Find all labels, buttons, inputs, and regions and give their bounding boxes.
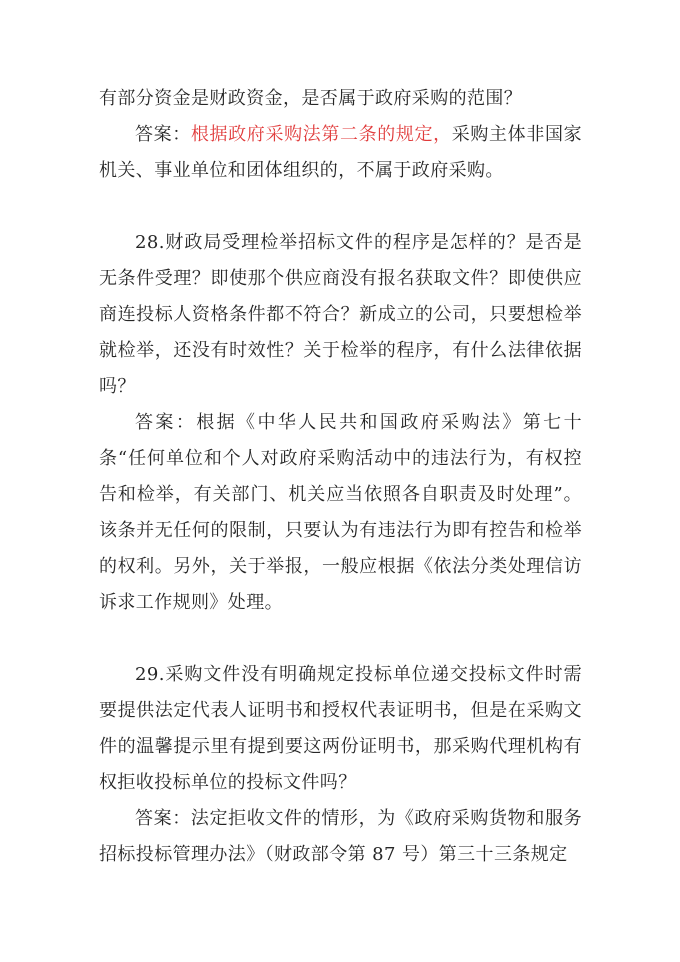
- answer-1-prefix: 答案：: [135, 124, 191, 145]
- para-answer-28: 答案：根据《中华人民共和国政府采购法》第七十条“任何单位和个人对政府采购活动中的违法行为，有权控告和检举，有关部门、机关应当依照各自职责及时处理”。该条并无任何的限制，只要认为有违法行为即有控告和检举的权利。另外，关于举报，一般应根据《依法分类处理信访诉求工作规则》处理。: [99, 412, 582, 613]
- red-highlight-text: 根据政府采购法第二条的规定，: [190, 124, 452, 145]
- para-question-28: 28.财政局受理检举招标文件的程序是怎样的？是否是无条件受理？即使那个供应商没有报名获取文件？即使供应商连投标人资格条件都不符合？新成立的公司，只要想检举就检举，还没有时效性？关于检举的程序，有什么法律依据吗？: [99, 232, 582, 397]
- answer-1-rest: 采购主体非国家机关、事业单位和团体组织的，不属于政府采购。: [99, 124, 582, 181]
- para-answer-1: [99, 117, 582, 189]
- para-question-tail: 有部分资金是财政资金，是否属于政府采购的范围？: [99, 88, 523, 109]
- para-answer-29: 答案：法定拒收文件的情形，为《政府采购货物和服务招标投标管理办法》（财政部令第 87 号）第三十三条规定: [99, 808, 582, 865]
- para-question-29: 29.采购文件没有明确规定投标单位递交投标文件时需要提供法定代表人证明书和授权代表证明书，但是在采购文件的温馨提示里有提到要这两份证明书，那采购代理机构有权拒收投标单位的投标文件吗？: [99, 664, 582, 793]
